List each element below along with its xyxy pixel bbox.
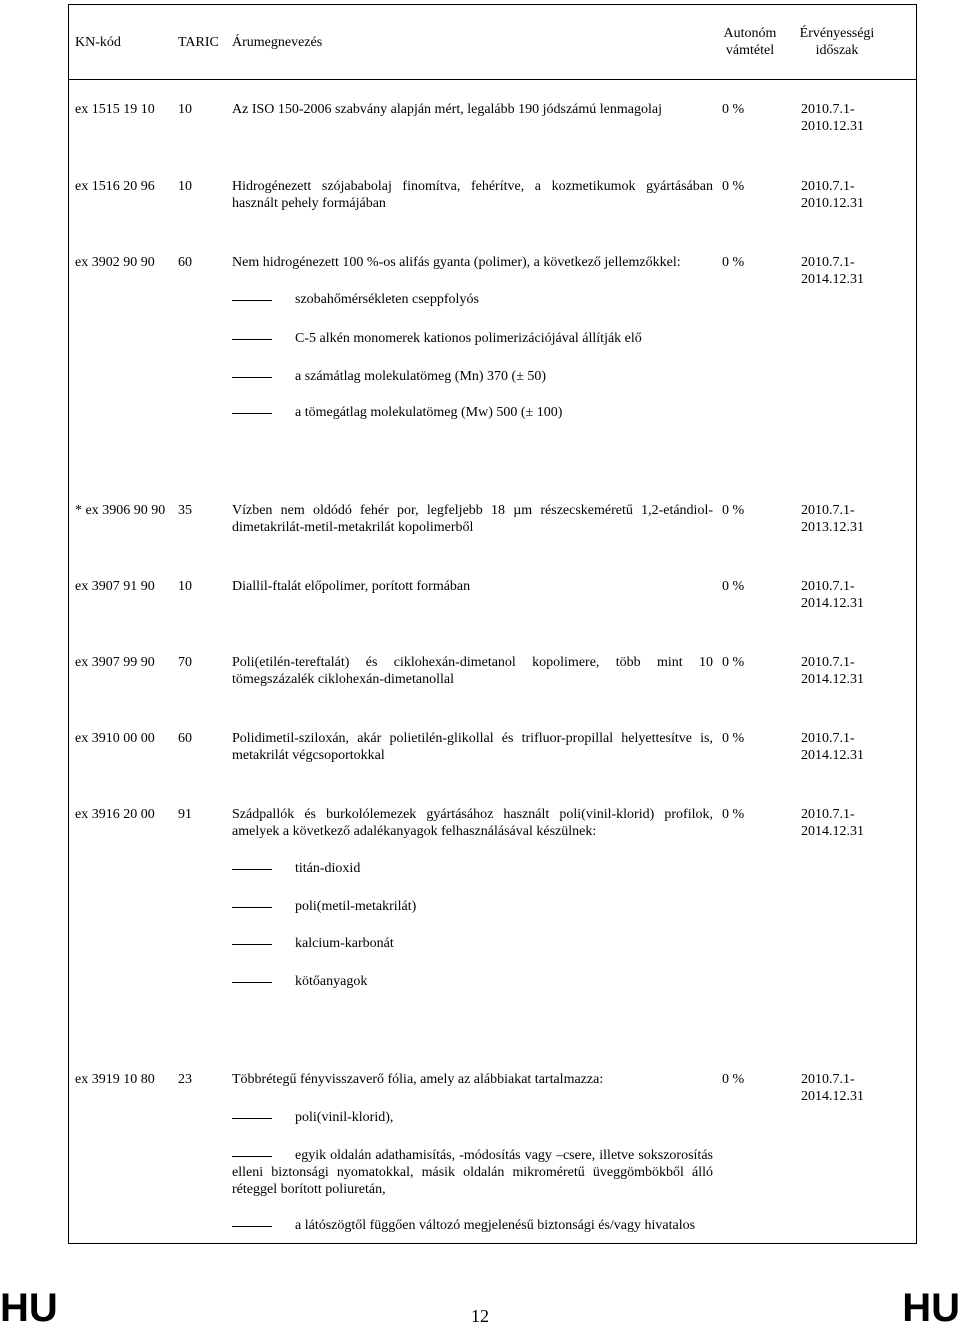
dash-marker [232,339,272,340]
row-description: Diallil-ftalát előpolimer, porított formában [232,579,471,594]
row-subitem: a számátlag molekulatömeg (Mn) 370 (± 50) [295,369,547,384]
row-period-end: 2014.12.31 [801,748,864,763]
row-subitem: kalcium-karbonát [295,936,394,951]
footer-language-right: HU [902,1286,960,1330]
dash-marker [232,869,272,870]
row-taric: 10 [178,179,192,194]
row-period-end: 2014.12.31 [801,1089,864,1104]
row-subitem: szobahőmérsékleten cseppfolyós [295,292,479,307]
row-taric: 60 [178,255,192,270]
row-description: Az ISO 150-2006 szabvány alapján mért, legalább 190 jódszámú lenmagolaj [232,102,662,117]
dash-marker [232,907,272,908]
row-rate: 0 % [722,807,745,822]
row-period-end: 2014.12.31 [801,824,864,839]
row-kn-code: ex 3907 91 90 [75,579,155,594]
row-subitem: C-5 alkén monomerek kationos polimerizációjával állítják elő [295,331,642,346]
row-kn-code: ex 3919 10 80 [75,1072,155,1087]
dash-marker [232,1118,272,1119]
header-rate-line2: vámtétel [725,43,775,58]
row-taric: 91 [178,807,192,822]
row-subitem: poli(vinil-klorid), [295,1110,394,1125]
header-period-line2: időszak [815,43,859,58]
row-subitem: a tömegátlag molekulatömeg (Mw) 500 (± 100) [295,405,563,420]
row-taric: 10 [178,102,192,117]
row-description: Nem hidrogénezett 100 %-os alifás gyanta (polimer), a következő jellemzőkkel: [232,255,681,270]
row-rate: 0 % [722,731,745,746]
row-period-end: 2014.12.31 [801,672,864,687]
row-rate: 0 % [722,503,745,518]
row-description: Többrétegű fényvisszaverő fólia, amely az alábbiakat tartalmazza: [232,1072,604,1087]
dash-marker [232,944,272,945]
row-kn-code: * ex 3906 90 90 [75,503,166,518]
row-rate: 0 % [722,1072,745,1087]
row-subitem-paragraph [232,1147,713,1198]
page-number: 12 [471,1306,489,1326]
row-period-start: 2010.7.1- [801,1072,855,1087]
row-kn-code: ex 3907 99 90 [75,655,155,670]
row-period-start: 2010.7.1- [801,102,855,117]
footer-language-left: HU [0,1286,58,1330]
row-taric: 35 [178,503,192,518]
row-kn-code: ex 3910 00 00 [75,731,155,746]
row-period-start: 2010.7.1- [801,655,855,670]
header-kn: KN-kód [75,35,121,50]
row-period-end: 2010.12.31 [801,119,864,134]
row-rate: 0 % [722,579,745,594]
row-description: Polidimetil-sziloxán, akár polietilén-glikollal és trifluor-propillal helyettesítve is, metakrilát végcsoportokkal [232,731,713,763]
row-taric: 10 [178,579,192,594]
row-period-start: 2010.7.1- [801,503,855,518]
row-description: Hidrogénezett szójababolaj finomítva, fehérítve, a kozmetikumok gyártásában használt pehely formájában [232,179,713,211]
row-description: Szádpallók és burkolólemezek gyártásához használt poli(vinil-klorid) profilok, amelyek a következő adalékanyagok felhasználásával készülnek: [232,807,713,839]
row-kn-code: ex 3916 20 00 [75,807,155,822]
dash-marker [232,300,272,301]
row-description: Vízben nem oldódó fehér por, legfeljebb 18 µm részecskeméretű 1,2-etándiol-dimetakrilát-metil-metakrilát kopolimerből [232,503,713,535]
header-period-line1: Érvényességi [799,26,875,41]
row-taric: 70 [178,655,192,670]
header-name: Árumegnevezés [232,35,323,50]
row-taric: 23 [178,1072,192,1087]
dash-marker [232,982,272,983]
dash-marker [232,377,272,378]
header-rate-line1: Autonóm [723,26,777,41]
row-kn-code: ex 1516 20 96 [75,179,155,194]
row-rate: 0 % [722,179,745,194]
row-kn-code: ex 1515 19 10 [75,102,155,117]
row-subitem: kötőanyagok [295,974,368,989]
header-rule [68,79,917,80]
row-period-start: 2010.7.1- [801,731,855,746]
dash-marker [232,413,272,414]
row-period-start: 2010.7.1- [801,179,855,194]
row-rate: 0 % [722,655,745,670]
row-subitem: egyik oldalán adathamisítás, -módosítás vagy –csere, illetve sokszorosítás elleni biztonsági nyomatokkal, másik oldalán mikroméretű üveggömbökből álló réteggel borított poliuretán, [232,1148,713,1197]
row-description: Poli(etilén-tereftalát) és ciklohexán-dimetanol kopolimere, több mint 10 tömegszázalék ciklohexán-dimetanollal [232,655,713,687]
row-kn-code: ex 3902 90 90 [75,255,155,270]
row-subitem: a látószögtől függően változó megjelenésű biztonsági és/vagy hivatalos [295,1218,696,1233]
row-period-end: 2010.12.31 [801,196,864,211]
row-period-start: 2010.7.1- [801,579,855,594]
row-period-end: 2014.12.31 [801,596,864,611]
row-taric: 60 [178,731,192,746]
row-period-end: 2013.12.31 [801,520,864,535]
row-rate: 0 % [722,255,745,270]
row-subitem: poli(metil-metakrilát) [295,899,417,914]
row-period-start: 2010.7.1- [801,255,855,270]
row-subitem: titán-dioxid [295,861,361,876]
row-period-start: 2010.7.1- [801,807,855,822]
row-period-end: 2014.12.31 [801,272,864,287]
dash-marker [232,1226,272,1227]
header-taric: TARIC [178,35,219,50]
row-rate: 0 % [722,102,745,117]
